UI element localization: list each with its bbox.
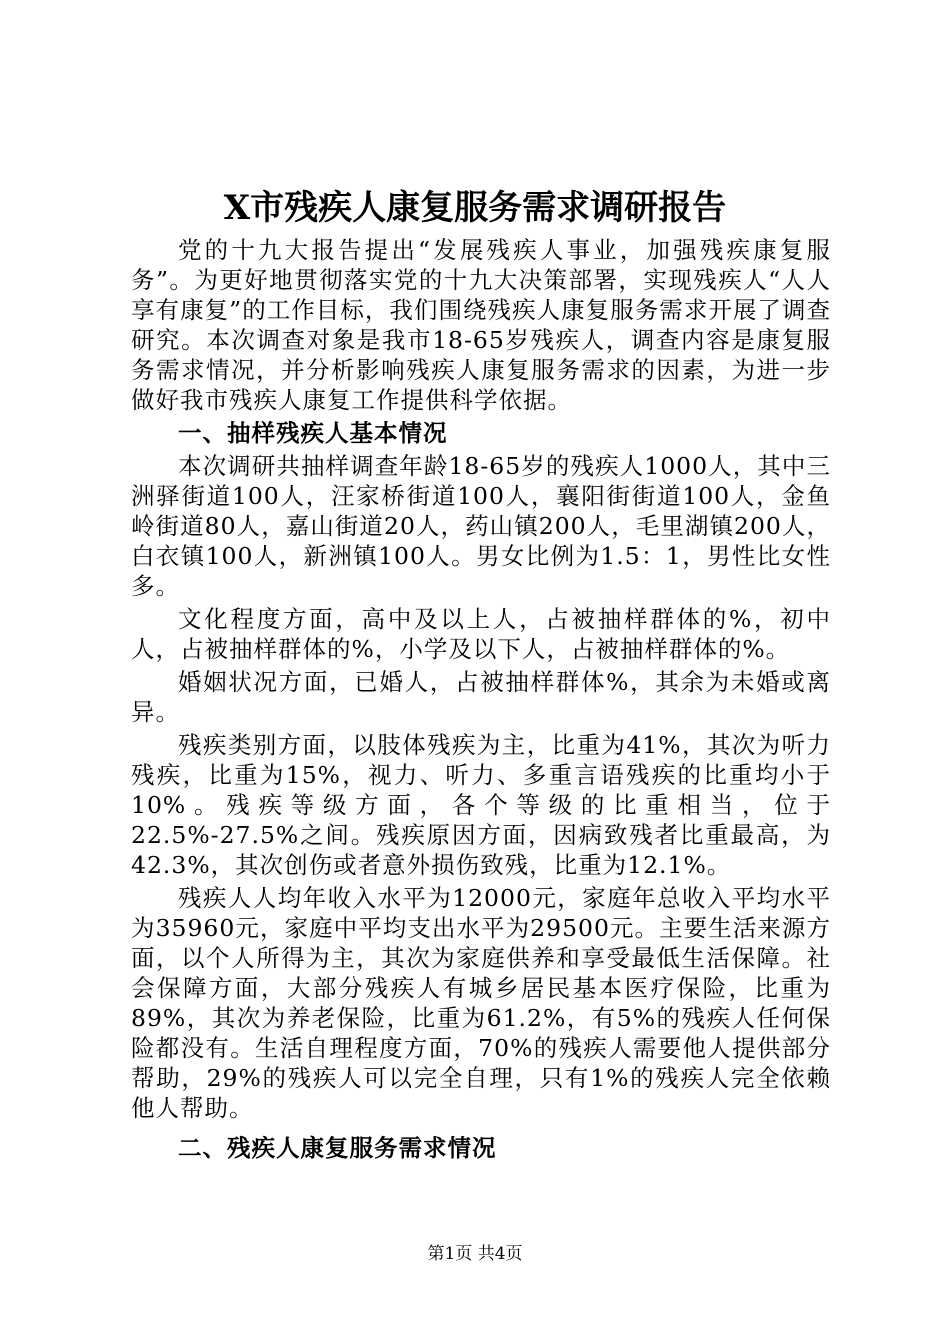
section-heading-2: 二、残疾人康复服务需求情况 xyxy=(178,1134,497,1162)
page-footer: 第1页 共4页 xyxy=(427,1244,523,1264)
paragraph-education: 文化程度方面，高中及以上人，占被抽样群体的%，初中人，占被抽样群体的%，小学及以下人，占被抽样群体的%。 xyxy=(131,605,831,663)
paragraph-disability: 残疾类别方面，以肢体残疾为主，比重为41%，其次为听力残疾，比重为15%，视力、听力、多重言语残疾的比重均小于10%。残疾等级方面，各个等级的比重相当，位于22.5%-27.5%之间。残疾原因方面，因病致残者比重最高，为42.3%，其次创伤或者意外损伤致残，比重为12.1%。 xyxy=(131,731,831,879)
section-heading-1: 一、抽样残疾人基本情况 xyxy=(178,419,448,447)
paragraph-sample: 本次调研共抽样调查年龄18-65岁的残疾人1000人，其中三洲驿街道100人，汪家桥街道100人，襄阳街街道100人，金鱼岭街道80人，嘉山街道20人，药山镇200人，毛里湖镇200人，白衣镇100人，新洲镇100人。男女比例为1.5：1，男性比女性多。 xyxy=(131,452,831,600)
paragraph-income: 残疾人人均年收入水平为12000元，家庭年总收入平均水平为35960元，家庭中平均支出水平为29500元。主要生活来源方面，以个人所得为主，其次为家庭供养和享受最低生活保障。社会保障方面，大部分残疾人有城乡居民基本医疗保险，比重为89%，其次为养老保险，比重为61.2%，有5%的残疾人任何保险都没有。生活自理程度方面，70%的残疾人需要他人提供部分帮助，29%的残疾人可以完全自理，只有1%的残疾人完全依赖他人帮助。 xyxy=(131,884,831,1122)
document-title: X市残疾人康复服务需求调研报告 xyxy=(223,188,727,228)
paragraph-marriage: 婚姻状况方面，已婚人，占被抽样群体%，其余为未婚或离异。 xyxy=(131,668,831,726)
paragraph-intro: 党的十九大报告提出“发展残疾人事业，加强残疾康复服务”。为更好地贯彻落实党的十九大决策部署，实现残疾人“人人享有康复”的工作目标，我们围绕残疾人康复服务需求开展了调查研究。本次调查对象是我市18-65岁残疾人，调查内容是康复服务需求情况，并分析影响残疾人康复服务需求的因素，为进一步做好我市残疾人康复工作提供科学依据。 xyxy=(131,236,831,414)
document-body xyxy=(131,235,831,1166)
